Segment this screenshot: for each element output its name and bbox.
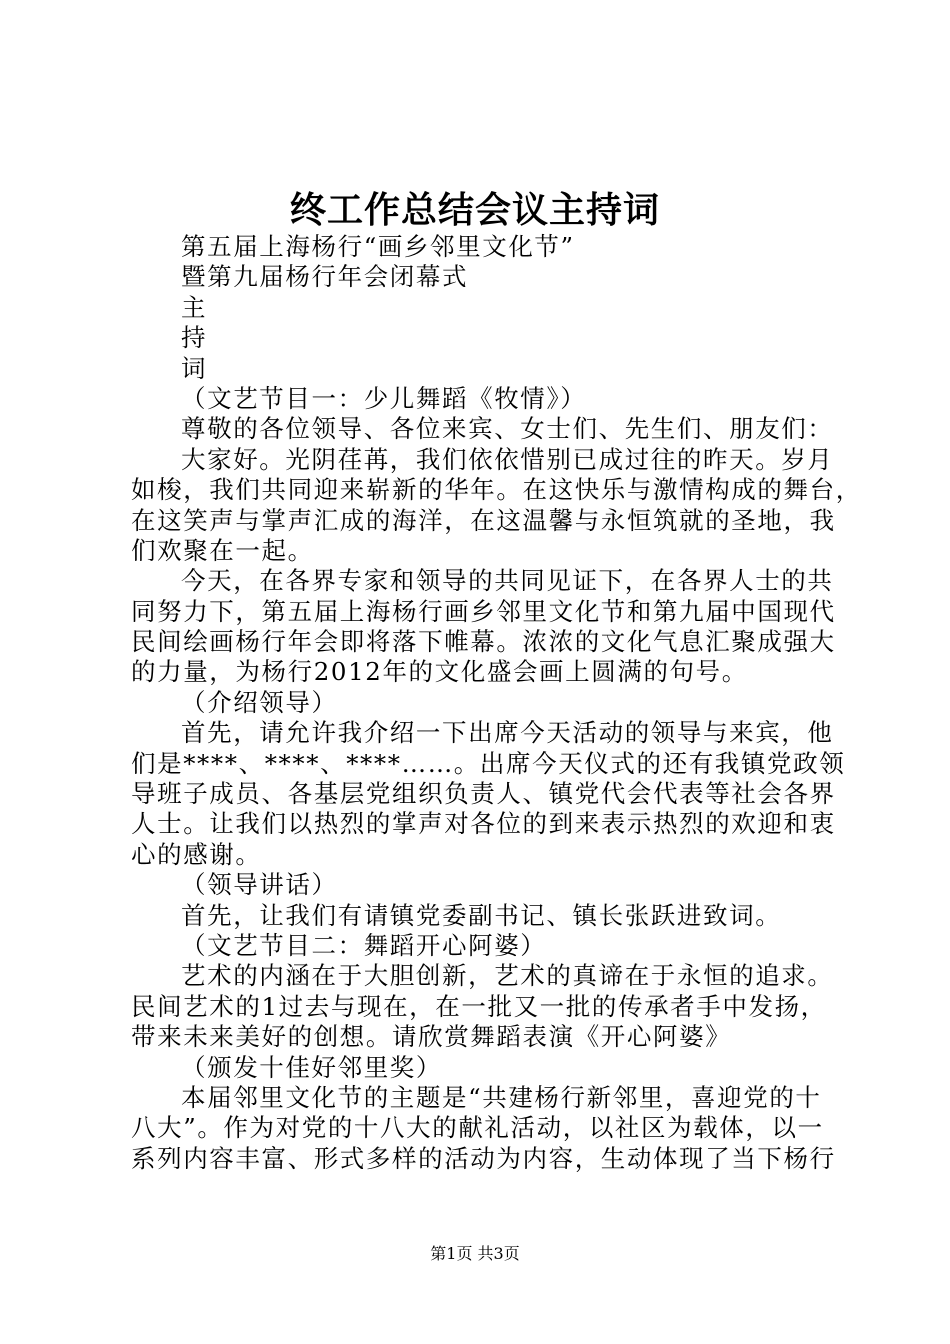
text-line: （文艺节目二：舞蹈开心阿婆） [181,930,547,960]
text-line: 导班子成员、各基层党组织负责人、镇党代会代表等社会各界 [131,779,836,809]
text-line: 系列内容丰富、形式多样的活动为内容，生动体现了当下杨行 [131,1143,836,1173]
text-line: （介绍领导） [181,687,338,717]
text-line: 的力量，为杨行2012年的文化盛会画上圆满的句号。 [131,657,748,687]
text-line: 词 [181,353,208,383]
text-line: 本届邻里文化节的主题是“共建杨行新邻里，喜迎党的十 [181,1082,822,1112]
text-line: 民间绘画杨行年会即将落下帷幕。浓浓的文化气息汇聚成强大 [131,627,836,657]
text-line: 大家好。光阴荏苒，我们依依惜别已成过往的昨天。岁月 [181,444,834,474]
text-line: 带来未来美好的创想。请欣赏舞蹈表演《开心阿婆》 [131,1022,732,1052]
text-line: （文艺节目一：少儿舞蹈《牧情》） [181,383,587,413]
document-title: 终工作总结会议主持词 [289,189,660,231]
text-line: 人士。让我们以热烈的掌声对各位的到来表示热烈的欢迎和衷 [131,809,836,839]
text-line: 如梭，我们共同迎来崭新的华年。在这快乐与激情构成的舞台， [131,475,862,505]
text-line: 暨第九届杨行年会闭幕式 [181,262,469,292]
text-line: 主 [181,292,208,322]
text-line: （颁发十佳好邻里奖） [181,1052,442,1082]
text-line: （领导讲话） [181,870,338,900]
text-line: 首先，让我们有请镇党委副书记、镇长张跃进致词。 [181,900,782,930]
text-line: 首先，请允许我介绍一下出席今天活动的领导与来宾，他 [181,718,834,748]
text-line: 艺术的内涵在于大胆创新，艺术的真谛在于永恒的追求。 [181,961,834,991]
text-line: 持 [181,323,208,353]
text-line: 在这笑声与掌声汇成的海洋，在这温馨与永恒筑就的圣地，我 [131,505,836,535]
text-line: 们是****、****、****……。出席今天仪式的还有我镇党政领 [131,748,846,778]
text-line: 民间艺术的1过去与现在，在一批又一批的传承者手中发扬， [131,991,827,1021]
document-body [131,232,862,1174]
text-line: 八大”。作为对党的十八大的献礼活动，以社区为载体，以一 [131,1113,824,1143]
text-line: 们欢聚在一起。 [131,535,314,565]
text-line: 同努力下，第五届上海杨行画乡邻里文化节和第九届中国现代 [131,596,836,626]
text-line: 今天，在各界专家和领导的共同见证下，在各界人士的共 [181,566,834,596]
text-line: 尊敬的各位领导、各位来宾、女士们、先生们、朋友们： [181,414,834,444]
page-footer: 第1页 共3页 [430,1244,520,1263]
text-line: 心的感谢。 [131,839,262,869]
text-line: 第五届上海杨行“画乡邻里文化节” [181,232,575,261]
